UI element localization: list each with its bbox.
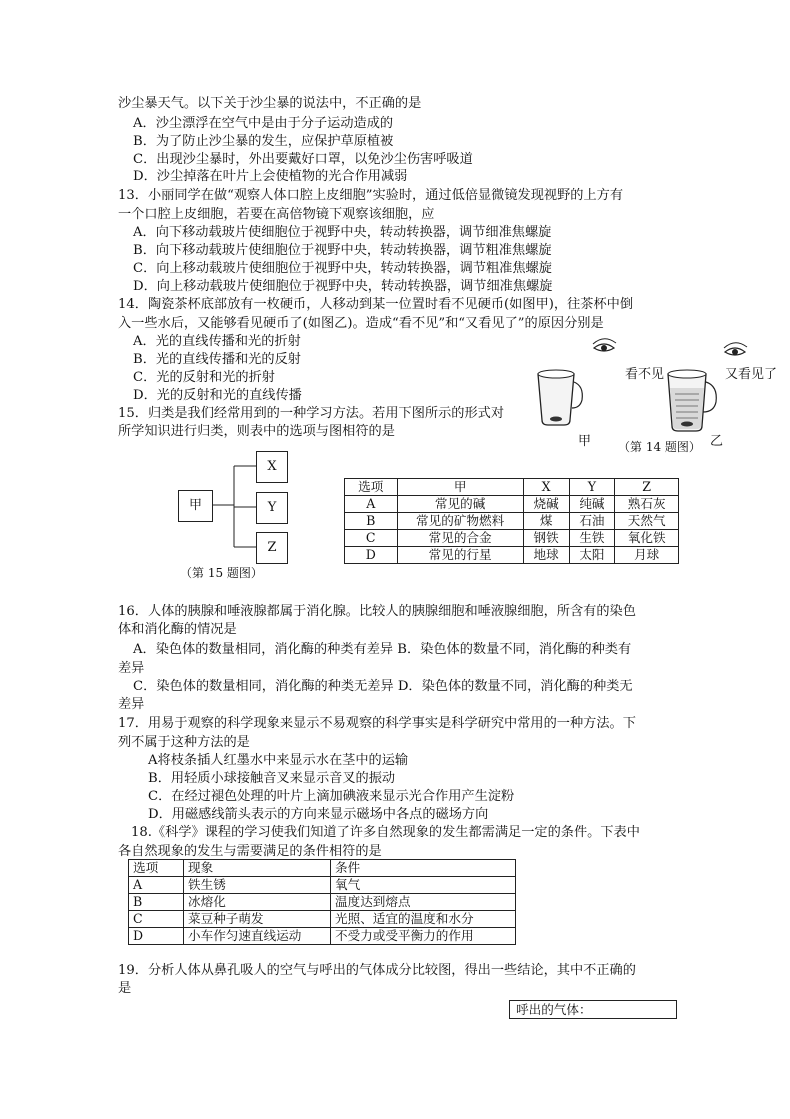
option-17b: B．用轻质小球接触音叉来显示音叉的振动 <box>148 771 396 786</box>
option-14c: C．光的反射和光的折射 <box>133 370 275 385</box>
table-header-cell: Z <box>615 479 679 496</box>
table-row <box>129 894 516 911</box>
diagram-node-jia: 甲 <box>178 490 213 522</box>
table-cell: 地球 <box>523 547 569 564</box>
option-17d: D．用磁感线箭头表示的方向来显示磁场中各点的磁场方向 <box>148 807 489 822</box>
option-13c: C．向上移动载玻片使细胞位于视野中央，转动转换器，调节粗准焦螺旋 <box>133 261 552 276</box>
table-cell: 冰熔化 <box>184 894 331 911</box>
table-cell: 常见的矿物燃料 <box>397 513 523 530</box>
table-cell: 熟石灰 <box>615 496 679 513</box>
table-row <box>129 928 516 945</box>
table-cell: 氧化铁 <box>615 530 679 547</box>
option-17c: C．在经过褪色处理的叶片上滴加碘液来显示光合作用产生淀粉 <box>148 789 515 804</box>
table-cell: 太阳 <box>569 547 615 564</box>
cup-left-icon <box>538 370 582 425</box>
table-cell: 氧气 <box>331 877 516 894</box>
table-row <box>345 513 679 530</box>
question-16-stem-2: 体和消化酶的情况是 <box>118 622 237 637</box>
option-14a: A．光的直线传播和光的折射 <box>133 334 301 349</box>
table-cell: D <box>345 547 398 564</box>
question-12-stem-tail: 沙尘暴天气。以下关于沙尘暴的说法中，不正确的是 <box>118 96 422 111</box>
table-cell: 生铁 <box>569 530 615 547</box>
question-14-stem: 14．陶瓷茶杯底部放有一枚硬币，人移动到某一位置时看不见硬币(如图甲)，往茶杯中倒 <box>118 297 634 312</box>
table-row <box>129 911 516 928</box>
table-header-cell: X <box>523 479 569 496</box>
option-12b: B．为了防止沙尘暴的发生，应保护草原植被 <box>133 134 394 149</box>
option-17a: A将枝条插人红墨水中来显示水在茎中的运输 <box>148 753 409 768</box>
diagram-node-y: Y <box>256 492 288 524</box>
table-cell: 常见的行星 <box>397 547 523 564</box>
question-19-stem: 19．分析人体从鼻孔吸人的空气与呼出的气体成分比较图，得出一些结论，其中不正确的 <box>118 963 636 978</box>
option-13b: B．向下移动载玻片使细胞位于视野中央，转动转换器，调节粗准焦螺旋 <box>133 243 552 258</box>
table-cell: B <box>345 513 398 530</box>
option-14d: D．光的反射和光的直线传播 <box>133 388 302 403</box>
question-13-stem-2: 一个口腔上皮细胞，若要在高倍物镜下观察该细胞，应 <box>118 207 435 222</box>
eye-icon <box>593 339 616 351</box>
question-15-stem-2: 所学知识进行归类，则表中的选项与图相符的是 <box>118 424 395 439</box>
figure-14 <box>530 330 790 460</box>
eye-icon <box>724 343 747 355</box>
figure-14-caption: （第 14 题图） <box>618 440 701 454</box>
option-12c: C．出现沙尘暴时，外出要戴好口罩，以免沙尘伤害呼吸道 <box>133 152 473 167</box>
option-12a: A．沙尘漂浮在空气中是由于分子运动造成的 <box>133 116 394 131</box>
table-header-row <box>345 479 679 496</box>
question-15-stem: 15．归类是我们经常用到的一种学习方法。若用下图所示的形式对 <box>118 406 505 421</box>
table-cell: 常见的碱 <box>397 496 523 513</box>
cup-label-jia: 甲 <box>578 434 592 449</box>
table-cell: 铁生锈 <box>184 877 331 894</box>
options-16-ab-wrap: 差异 <box>118 661 145 676</box>
question-14-stem-2: 入一些水后，又能够看见硬币了(如图乙)。造成“看不见”和“又看见了”的原因分别是 <box>118 316 604 331</box>
figure-15-caption: （第 15 题图） <box>180 566 263 580</box>
question-19-stem-2: 是 <box>118 981 132 996</box>
option-13a: A．向下移动载玻片使细胞位于视野中央，转动转换器，调节细准焦螺旋 <box>133 225 552 240</box>
table-cell: 温度达到熔点 <box>331 894 516 911</box>
option-13d: D．向上移动载玻片使细胞位于视野中央，转动转换器，调节细准焦螺旋 <box>133 279 553 294</box>
question-18-table <box>128 859 516 945</box>
table-cell: 石油 <box>569 513 615 530</box>
figure-15-diagram <box>170 446 310 582</box>
table-cell: 月球 <box>615 547 679 564</box>
label-visible-again: 又看见了 <box>725 367 778 382</box>
cup-label-yi: 乙 <box>710 434 724 449</box>
table-cell: 光照、适宜的温度和水分 <box>331 911 516 928</box>
exhaled-gas-label: 呼出的气体： <box>516 1002 592 1017</box>
table-cell: 钢铁 <box>523 530 569 547</box>
diagram-node-z: Z <box>256 532 288 564</box>
table-header-cell: 现象 <box>184 860 331 877</box>
table-cell: 不受力或受平衡力的作用 <box>331 928 516 945</box>
question-17-stem-2: 列不属于这种方法的是 <box>118 735 250 750</box>
options-16-cd: C．染色体的数量相同，消化酶的种类无差异 D．染色体的数量不同，消化酶的种类无 <box>133 679 633 694</box>
cup-right-icon <box>668 370 716 431</box>
table-cell: 烧碱 <box>523 496 569 513</box>
table-cell: 小车作匀速直线运动 <box>184 928 331 945</box>
question-18-stem-2: 各自然现象的发生与需要满足的条件相符的是 <box>118 844 382 859</box>
table-row <box>129 877 516 894</box>
exhaled-gas-box <box>509 1000 677 1019</box>
options-16-ab: A．染色体的数量相同，消化酶的种类有差异 B．染色体的数量不同，消化酶的种类有 <box>133 642 632 657</box>
diagram-node-x: X <box>256 451 288 483</box>
question-13-stem: 13．小丽同学在做“观察人体口腔上皮细胞”实验时，通过低倍显微镜发现视野的上方有 <box>118 188 624 203</box>
table-header-cell: 条件 <box>331 860 516 877</box>
option-12d: D．沙尘掉落在叶片上会使植物的光合作用减弱 <box>133 169 408 184</box>
table-cell: 菜豆种子萌发 <box>184 911 331 928</box>
table-cell: 常见的合金 <box>397 530 523 547</box>
table-cell: D <box>129 928 184 945</box>
table-cell: C <box>129 911 184 928</box>
table-header-cell: 甲 <box>397 479 523 496</box>
table-header-cell: Y <box>569 479 615 496</box>
table-header-cell: 选项 <box>129 860 184 877</box>
table-cell: B <box>129 894 184 911</box>
label-not-visible: 看不见 <box>625 367 665 382</box>
table-cell: A <box>129 877 184 894</box>
question-16-stem: 16．人体的胰腺和唾液腺都属于消化腺。比较人的胰腺细胞和唾液腺细胞，所含有的染色 <box>118 604 636 619</box>
table-header-row <box>129 860 516 877</box>
option-14b: B．光的直线传播和光的反射 <box>133 352 301 367</box>
table-row <box>345 496 679 513</box>
question-15-table <box>344 478 679 564</box>
question-17-stem: 17．用易于观察的科学现象来显示不易观察的科学事实是科学研究中常用的一种方法。下 <box>118 716 636 731</box>
table-cell: A <box>345 496 398 513</box>
table-cell: C <box>345 530 398 547</box>
options-16-cd-wrap: 差异 <box>118 697 145 712</box>
table-row <box>345 530 679 547</box>
table-header-cell: 选项 <box>345 479 398 496</box>
table-cell: 天然气 <box>615 513 679 530</box>
question-18-stem: 18.《科学》课程的学习使我们知道了许多自然现象的发生都需满足一定的条件。下表中 <box>131 825 640 840</box>
table-cell: 煤 <box>523 513 569 530</box>
table-cell: 纯碱 <box>569 496 615 513</box>
table-row <box>345 547 679 564</box>
